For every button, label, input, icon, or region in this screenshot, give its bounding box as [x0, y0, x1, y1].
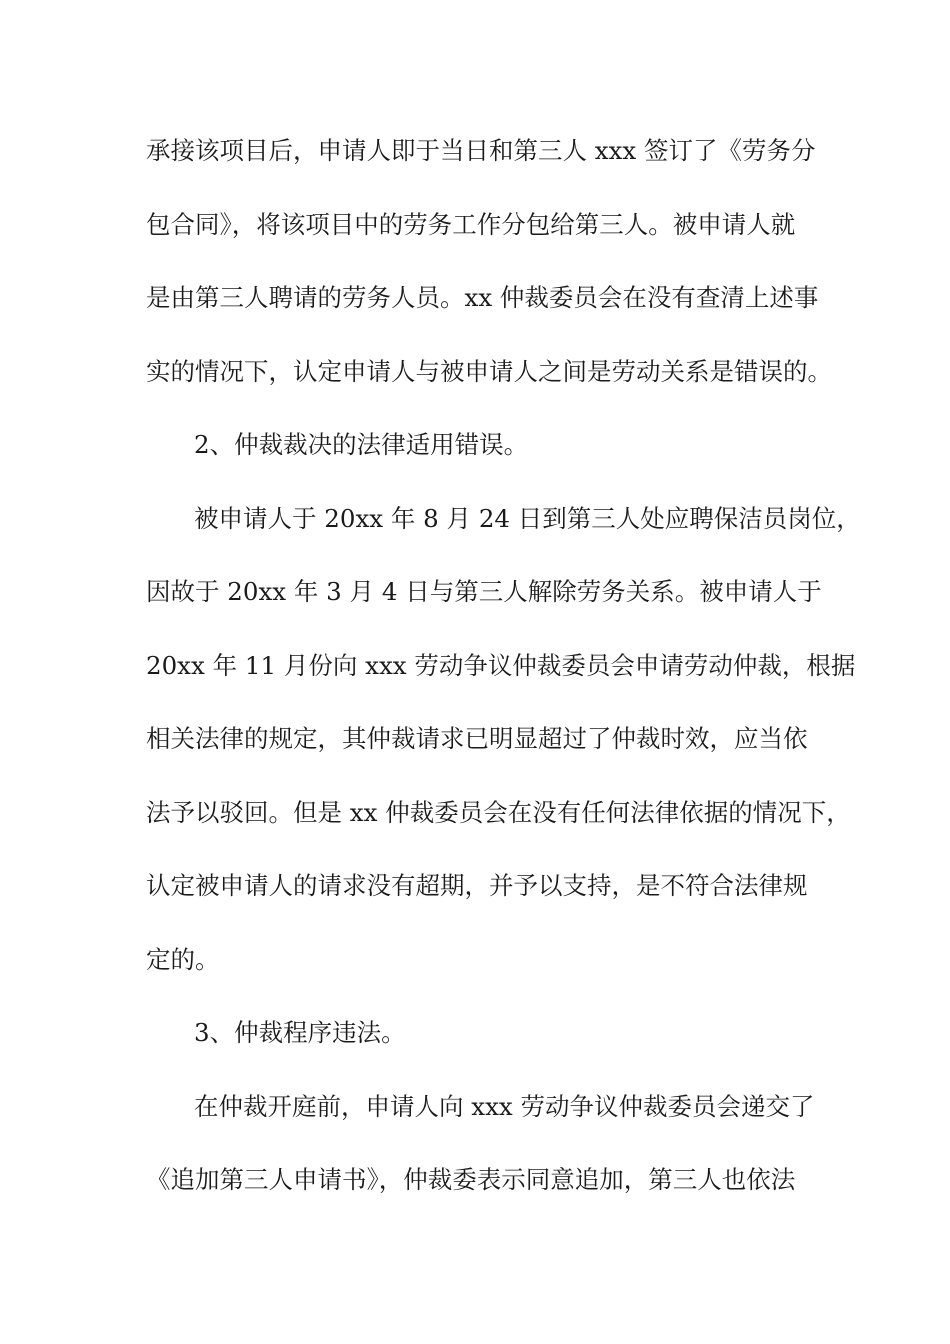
text-line-4: 实的情况下，认定申请人与被申请人之间是劳动关系是错误的。 — [146, 356, 832, 386]
text-line-8: 20xx 年 11 月份向 xxx 劳动争议仲裁委员会申请劳动仲裁，根据 — [146, 650, 856, 680]
text-line-7: 因故于 20xx 年 3 月 4 日与第三人解除劳务关系。被申请人于 — [146, 577, 822, 606]
text-line-15: 《追加第三人申请书》，仲裁委表示同意追加，第三人也依法 — [146, 1165, 796, 1194]
text-line-14: 在仲裁开庭前，申请人向 xxx 劳动争议仲裁委员会递交了 — [194, 1091, 815, 1121]
document-body — [146, 127, 861, 1230]
text-line-11: 认定被申请人的请求没有超期，并予以支持，是不符合法律规 — [146, 871, 808, 900]
text-line-6: 被申请人于 20xx 年 8 月 24 日到第三人处应聘保洁员岗位， — [194, 503, 861, 533]
text-line-10: 法予以驳回。但是 xx 仲裁委员会在没有任何法律依据的情况下， — [146, 797, 851, 827]
section-heading-2: 2、仲裁裁决的法律适用错误。 — [194, 430, 529, 459]
text-line-9: 相关法律的规定，其仲裁请求已明显超过了仲裁时效，应当依 — [146, 724, 808, 753]
text-line-1: 承接该项目后，申请人即于当日和第三人 xxx 签订了《劳务分 — [146, 136, 816, 165]
section-heading-3: 3、仲裁程序违法。 — [194, 1018, 406, 1047]
text-line-2: 包合同》，将该项目中的劳务工作分包给第三人。被申请人就 — [146, 209, 796, 239]
text-line-12: 定的。 — [146, 944, 220, 974]
text-line-3: 是由第三人聘请的劳务人员。xx 仲裁委员会在没有查清上述事 — [146, 283, 819, 312]
